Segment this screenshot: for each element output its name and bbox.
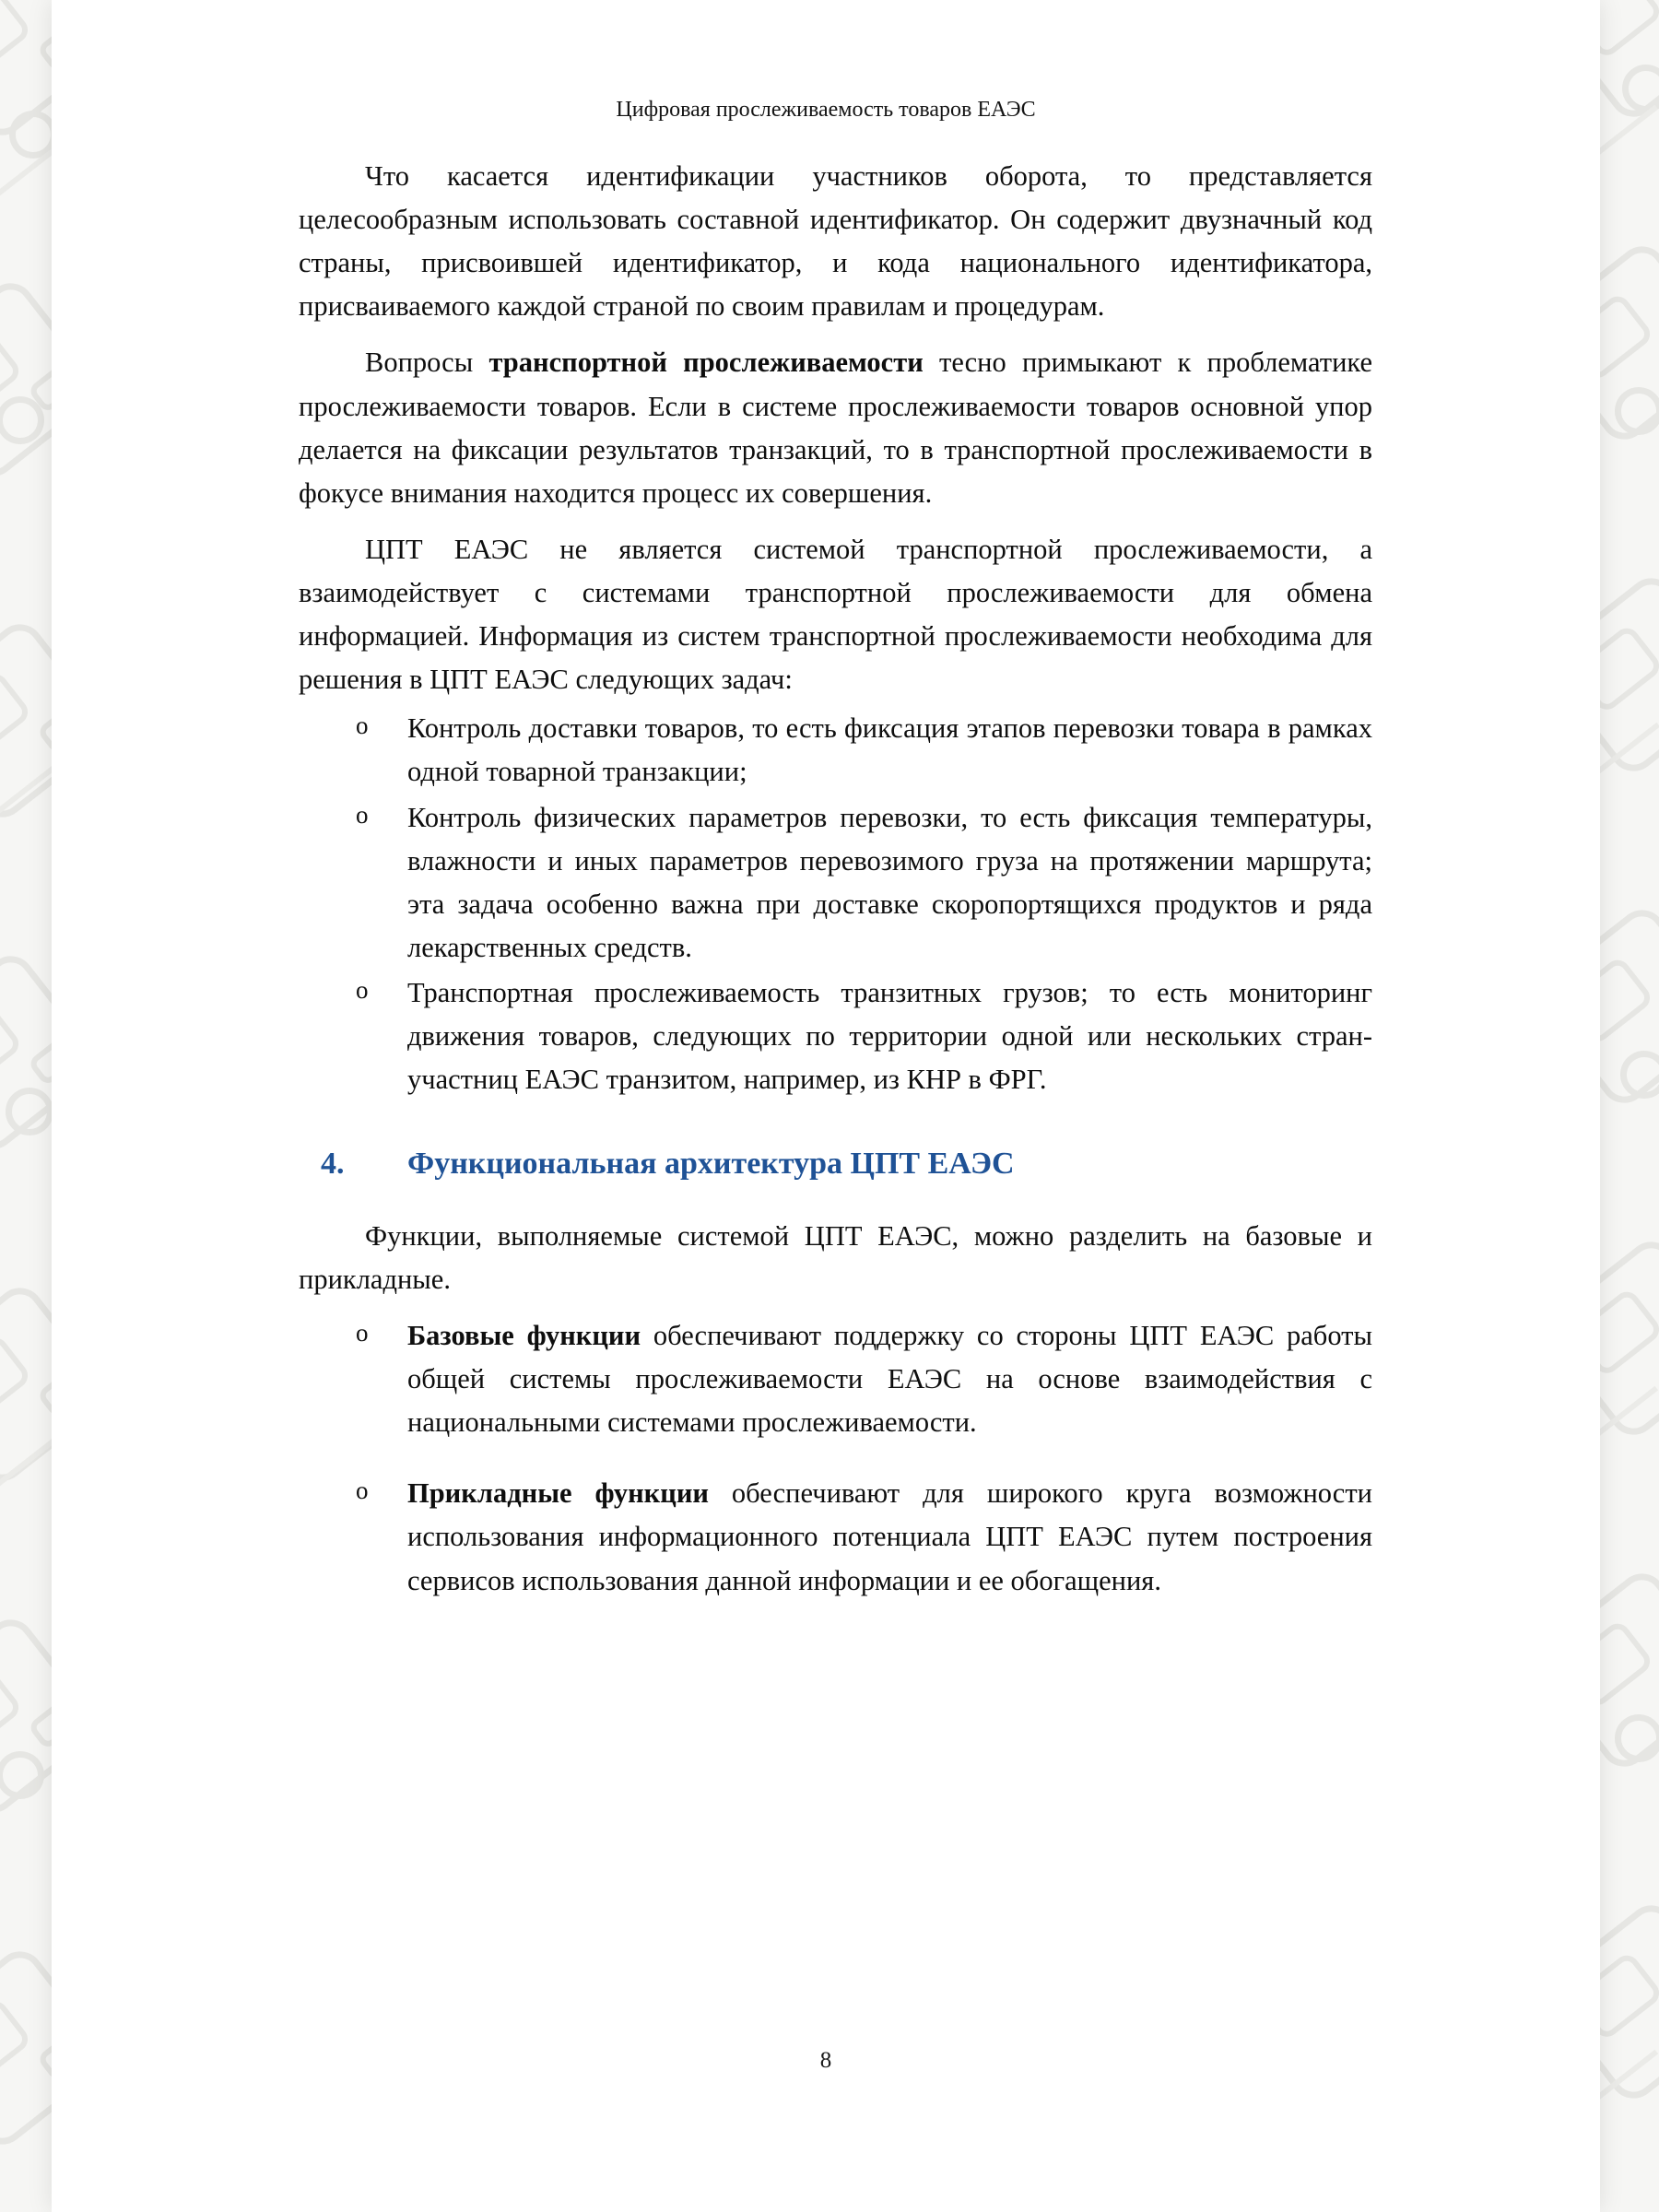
list-item-label: Прикладные функции [407, 1477, 709, 1510]
list-item-text: обеспечивают поддержку со стороны ЦПТ ЕАЭС работы общей системы прослеживаемости ЕАЭС на основе взаимодействия с национальными системами прослеживаемости. [407, 1320, 1372, 1439]
list-item [299, 971, 1372, 1101]
paragraph-identification: Что касается идентификации участников оборота, то представляется целесообразным использовать составной идентификатор. Он содержит двузначный код страны, присвоившей идентификатор, и кода национального идентификатора, присваиваемого каждой страной по своим правилам и процедурам. [299, 160, 1372, 323]
document-body [299, 155, 1372, 1630]
bullet-marker-icon: o [356, 800, 369, 829]
section-heading-title: Функциональная архитектура ЦПТ ЕАЭС [407, 1147, 1015, 1182]
paragraph-transport-traceability [299, 341, 1372, 514]
list-item-label: Базовые функции [407, 1320, 641, 1352]
section-heading-4 [299, 1140, 1372, 1189]
list-item [299, 1314, 1372, 1444]
list-item-text: обеспечивают для широкого круга возможности использования информационного потенциала ЦПТ ЕАЭС путем построения сервисов использования данной информации и ее обогащения. [407, 1477, 1372, 1596]
list-transport-tasks [299, 707, 1372, 1101]
list-item-text: Контроль доставки товаров, то есть фиксация этапов перевозки товара в рамках одной товарной транзакции; [407, 712, 1372, 788]
list-item-text: Транспортная прослеживаемость транзитных грузов; то есть мониторинг движения товаров, следующих по территории одной или нескольких стран-участниц ЕАЭС транзитом, например, из КНР в ФРГ. [407, 976, 1372, 1096]
list-item [299, 796, 1372, 970]
bullet-marker-icon: o [356, 1319, 369, 1347]
bullet-marker-icon: o [356, 712, 369, 740]
paragraph-functions-intro: Функции, выполняемые системой ЦПТ ЕАЭС, можно разделить на базовые и прикладные. [299, 1219, 1372, 1295]
bullet-marker-icon: o [356, 975, 369, 1004]
emphasis-transport-traceability: транспортной прослеживаемости [488, 347, 924, 379]
running-header: Цифровая прослеживаемость товаров ЕАЭС [616, 98, 1036, 122]
paragraph-transport-lead: Вопросы [365, 347, 489, 379]
paragraph-cpt-not-transport-system: ЦПТ ЕАЭС не является системой транспортной прослеживаемости, а взаимодействует с системами транспортной прослеживаемости для обмена информацией. Информация из систем транспортной прослеживаемости необходима для решения в ЦПТ ЕАЭС следующих задач: [299, 533, 1372, 696]
list-item-text: Контроль физических параметров перевозки, то есть фиксация температуры, влажности и иных параметров перевозимого груза на протяжении маршрута; эта задача особенно важна при доставке скоропортящихся продуктов и ряда лекарственных средств. [407, 801, 1372, 963]
document-sheet [52, 0, 1600, 2212]
list-function-types [299, 1314, 1372, 1603]
bullet-marker-icon: o [356, 1477, 369, 1505]
list-item [299, 1472, 1372, 1602]
page-number: 8 [819, 2048, 832, 2073]
paragraph-transport-rest: тесно примыкают к проблематике прослеживаемости товаров. Если в системе прослеживаемости товаров основной упор делается на фиксации результатов транзакций, то в транспортной прослеживаемости в фокусе внимания находится процесс их совершения. [299, 347, 1372, 509]
list-item [299, 707, 1372, 794]
section-heading-number: 4. [321, 1147, 345, 1182]
